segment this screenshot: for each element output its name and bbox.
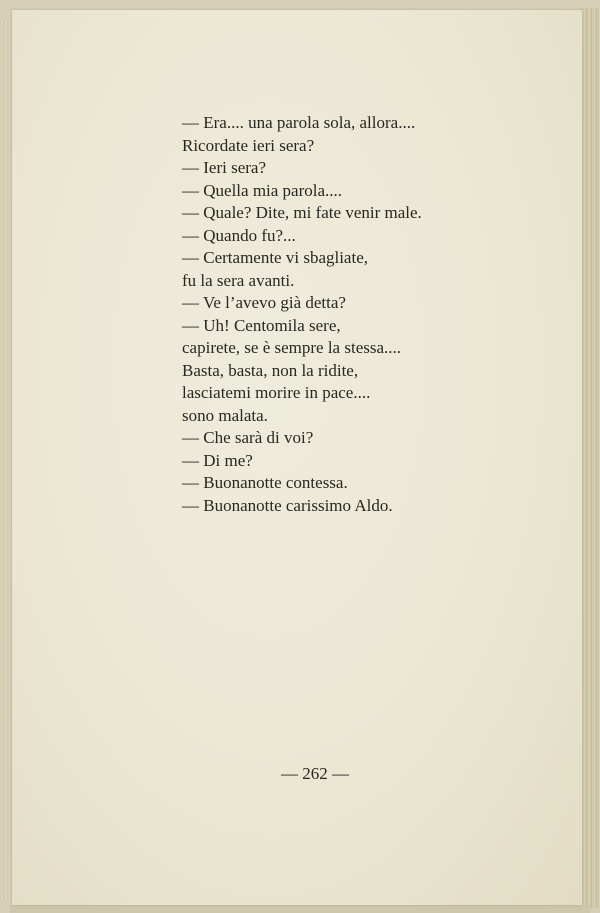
verse-line: — Uh! Centomila sere, — [182, 315, 341, 335]
verse-line: Basta, basta, non la ridite, — [182, 360, 359, 380]
verse-line: sono malata. — [182, 405, 268, 425]
verse-line: — Quando fu?... — [182, 225, 296, 245]
bottom-page-edge — [10, 905, 590, 913]
verse-line: capirete, se è sempre la stessa.... — [182, 338, 402, 357]
verse-line: — Certamente vi sbagliate, — [182, 248, 368, 267]
verse-line: fu la sera avanti. — [182, 270, 295, 290]
page-number: — 262 — — [281, 764, 349, 783]
verse-line: — Di me? — [182, 450, 253, 470]
verse-text — [182, 112, 422, 517]
verse-line: — Quale? Dite, mi fate venir male. — [182, 203, 422, 222]
verse-line: — Era.... una parola sola, allora.... — [182, 113, 416, 132]
verse-line: — Buonanotte contessa. — [182, 473, 348, 492]
verse-line: — Ve l’avevo già detta? — [182, 293, 346, 312]
verse-line: Ricordate ieri sera? — [182, 135, 315, 155]
verse-line: — Che sarà di voi? — [182, 428, 314, 447]
verse-line: — Ieri sera? — [182, 158, 267, 177]
verse-line: — Quella mia parola.... — [182, 180, 343, 200]
verse-line: — Buonanotte carissimo Aldo. — [182, 495, 393, 515]
verse-line: lasciatemi morire in pace.... — [182, 383, 371, 402]
